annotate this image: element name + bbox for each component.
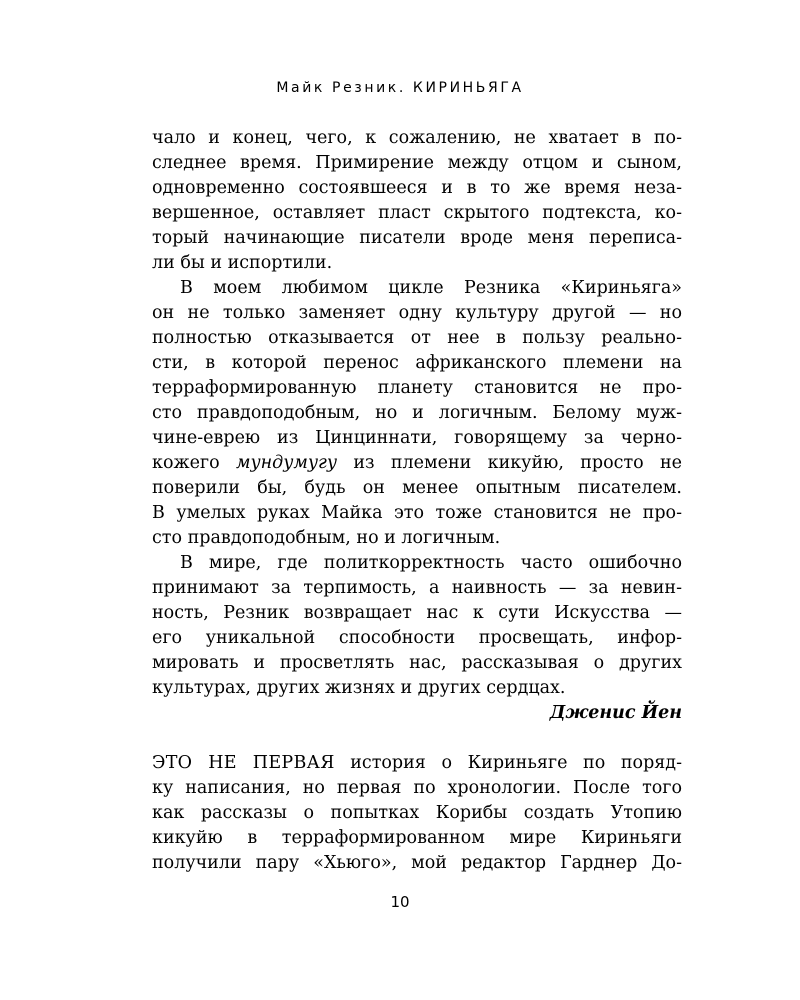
text-line: вершенное, оставляет пласт скрытого подтекста, ко- [152,203,682,223]
running-header: Майк Резник. КИРИНЬЯГА [276,80,524,96]
text-line: терраформированную планету становится не про- [152,378,682,398]
paragraph-new-section [152,751,682,876]
text-line: поверили бы, будь он менее опытным писателем. [152,478,682,498]
text-line: он не только заменяет одну культуру другой — но [152,303,682,323]
text-line: получили пару «Хьюго», мой редактор Гарднер До- [152,853,682,873]
text-line: сто правдоподобным, но и логичным. [152,528,501,548]
text-fragment: из племени кикуйю, просто не [337,453,682,473]
text-line: принимают за терпимость, а наивность — за невин- [152,578,682,598]
text-line: как рассказы о попытках Корибы создать Утопию [152,803,682,823]
text-line: культурах, других жизнях и других сердцах. [152,678,566,698]
text-line: ли бы и испортили. [152,253,333,273]
text-line: ность, Резник возвращает нас к сути Искусства — [152,603,682,623]
text-line: сти, в которой перенос африканского племени на [152,353,682,373]
text-line: чине-еврею из Цинциннати, говорящему за черно- [152,428,682,448]
page-number: 10 [390,893,410,911]
text-line: одновременно состоявшееся и в то же время неза- [152,178,682,198]
text-line: В моем любимом цикле Резника «Кириньяга» [180,278,682,298]
paragraph-political-correctness [152,551,682,701]
text-line [152,751,682,776]
paragraph-continuation [152,126,682,276]
body-text [152,126,682,876]
text-line: В мире, где политкорректность часто ошибочно [180,553,682,573]
text-fragment: история о Кириньяге по поряд- [334,753,682,773]
text-line: мировать и просветлять нас, рассказывая о других [152,653,682,673]
text-fragment: кожего [152,453,236,473]
text-line: торый начинающие писатели вроде меня переписа- [152,228,682,248]
text-line [152,451,682,476]
author-signature: Дженис Йен [549,703,682,723]
text-line: чало и конец, чего, к сожалению, не хватает в по- [152,128,682,148]
paragraph-kirinyaga-cycle [152,276,682,551]
text-line: В умелых руках Майка это тоже становится не про- [152,503,682,523]
text-line: полностью отказывается от нее в пользу реально- [152,328,682,348]
text-line: его уникальной способности просвещать, инфор- [152,628,682,648]
text-line: кикуйю в терраформированном мире Кириньяги [152,828,682,848]
section-gap [152,726,682,751]
section-lead-caps: ЭТО НЕ ПЕРВАЯ [152,753,335,773]
text-line: следнее время. Примирение между отцом и сыном, [152,153,682,173]
text-line: сто правдоподобным, но и логичным. Белому муж- [152,403,682,423]
italic-term: мундумугу [235,453,338,473]
text-line: ку написания, но первая по хронологии. После того [152,778,682,798]
